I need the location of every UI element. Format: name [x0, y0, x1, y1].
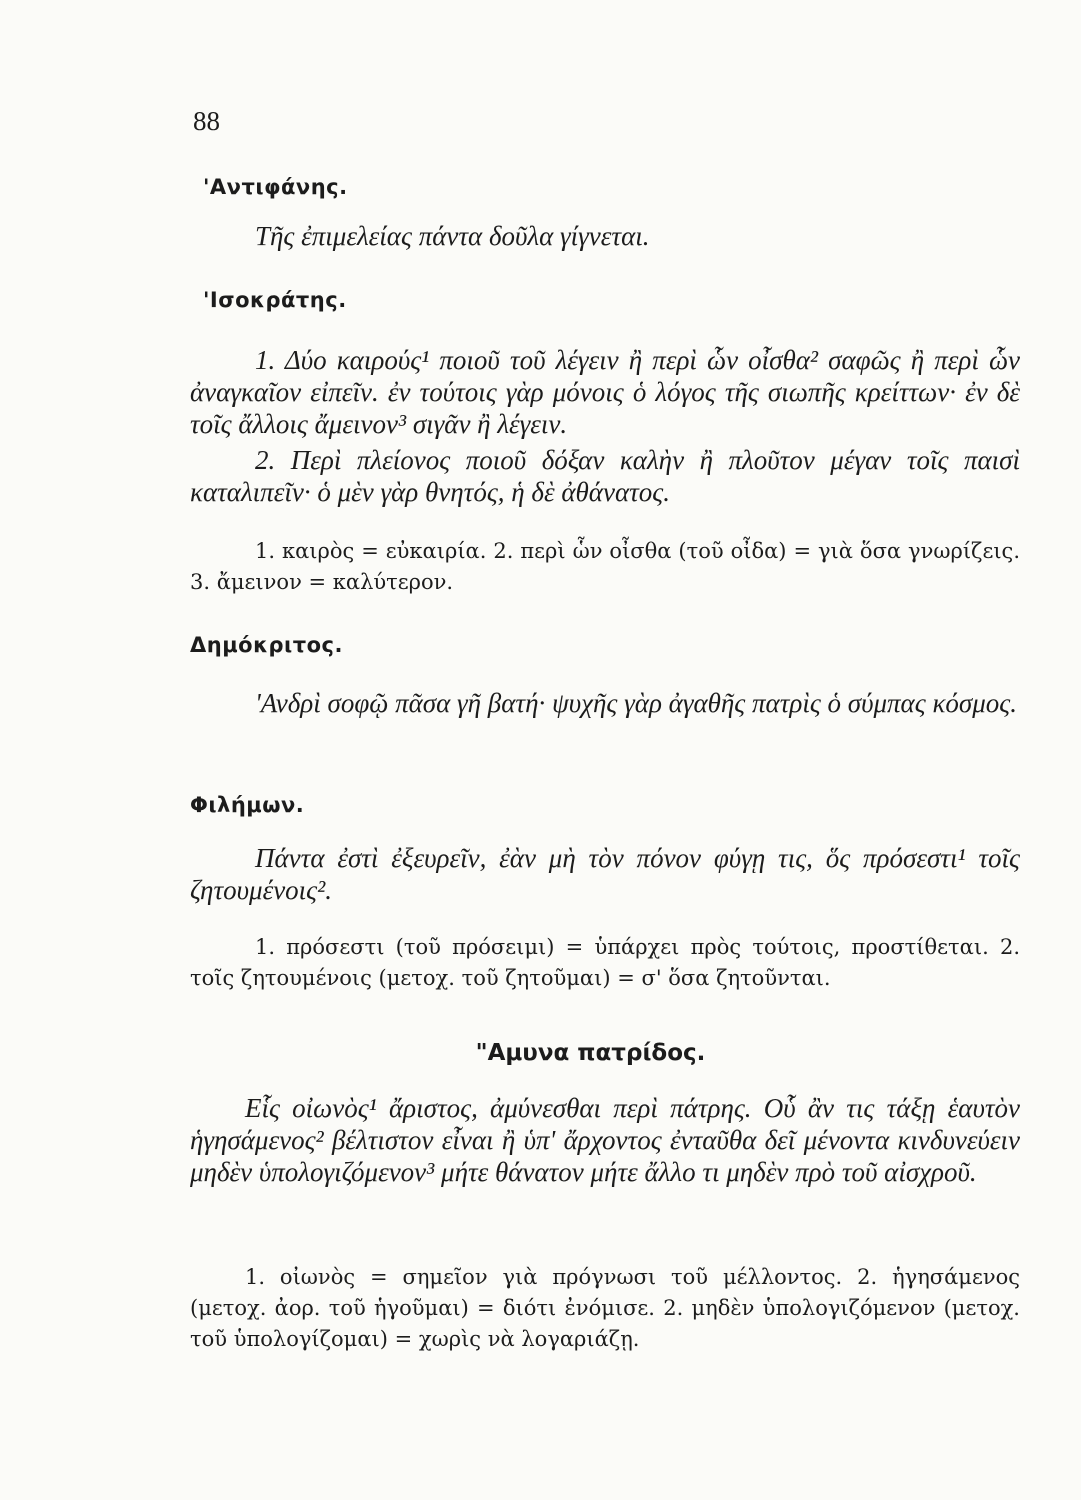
- quote-democritus: 'Ανδρὶ σοφῷ πᾶσα γῆ βατή· ψυχῆς γὰρ ἀγαθῆς πατρὶς ὁ σύμπας κόσμος.: [255, 688, 1017, 718]
- section-heading: "Αμυνα πατρίδος.: [475, 1040, 706, 1066]
- quote-final: Εἷς οἰωνὸς¹ ἄριστος, ἀμύνεσθαι περὶ πάτρης. Οὗ ἂν τις τάξῃ ἑαυτὸν ἡγησάμενος² βέλτιστον εἶναι ἢ ὑπ' ἄρχοντος ἐνταῦθα δεῖ μένοντα κινδυνεύειν μηδὲν ὑπολογιζόμενον³ μήτε θάνατον μήτε ἄλλο τι μηδὲν πρὸ τοῦ αἰσχροῦ.: [190, 1093, 1020, 1187]
- quote-isocrates-2: 2. Περὶ πλείονος ποιοῦ δόξαν καλὴν ἢ πλοῦτον μέγαν τοῖς παισὶ καταλιπεῖν· ὁ μὲν γὰρ θνητός, ἡ δὲ ἀθάνατος.: [190, 445, 1020, 507]
- author-antiphanes: 'Αντιφάνης.: [203, 175, 348, 199]
- quote-isocrates-1: 1. Δύο καιρούς¹ ποιοῦ τοῦ λέγειν ἢ περὶ ὧν οἶσθα² σαφῶς ἢ περὶ ὧν ἀναγκαῖον εἰπεῖν. ἐν τούτοις γὰρ μόνοις ὁ λόγος τῆς σιωπῆς κρείττων· ἐν δὲ τοῖς ἄλλοις ἄμεινον³ σιγᾶν ἢ λέγειν.: [190, 345, 1020, 439]
- note-isocrates: 1. καιρὸς = εὐκαιρία. 2. περὶ ὧν οἶσθα (τοῦ οἶδα) = γιὰ ὅσα γνωρίζεις. 3. ἄμεινον = καλύτερον.: [190, 539, 1020, 594]
- note-philemon: 1. πρόσεστι (τοῦ πρόσειμι) = ὑπάρχει πρὸς τούτοις, προστίθεται. 2. τοῖς ζητουμένοις (μετοχ. τοῦ ζητοῦμαι) = σ' ὅσα ζητοῦνται.: [190, 935, 1020, 990]
- page-number: 88: [193, 106, 220, 136]
- author-isocrates: 'Ισοκράτης.: [203, 288, 347, 312]
- quote-antiphanes: Τῆς ἐπιμελείας πάντα δοῦλα γίγνεται.: [255, 221, 650, 251]
- quote-philemon: Πάντα ἐστὶ ἐξευρεῖν, ἐὰν μὴ τὸν πόνον φύγῃ τις, ὅς πρόσεστι¹ τοῖς ζητουμένοις².: [190, 843, 1020, 905]
- author-philemon: Φιλήμων.: [190, 793, 305, 817]
- note-final: 1. οἰωνὸς = σημεῖον γιὰ πρόγνωσι τοῦ μέλλοντος. 2. ἡγησάμενος (μετοχ. ἀορ. τοῦ ἡγοῦμαι) = διότι ἐνόμισε. 2. μηδὲν ὑπολογιζόμενον (μετοχ. τοῦ ὑπολογίζομαι) = χωρὶς νὰ λογαριάζῃ.: [190, 1265, 1020, 1351]
- author-democritus: Δημόκριτος.: [190, 633, 343, 657]
